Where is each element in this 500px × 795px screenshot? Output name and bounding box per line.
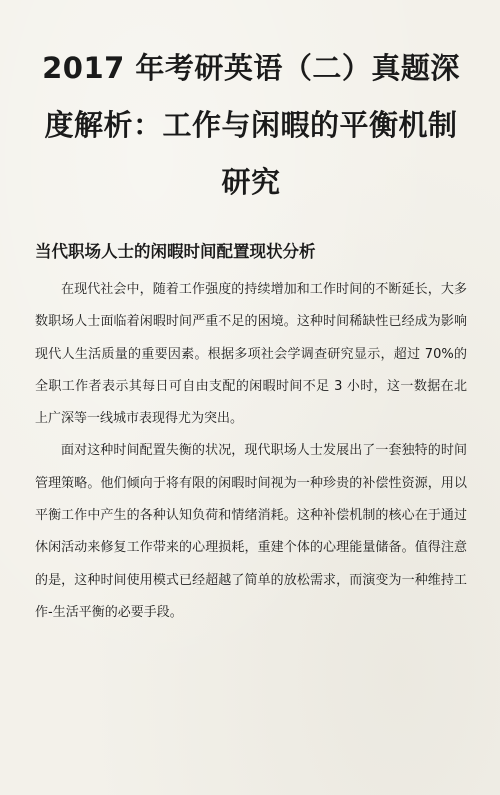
document-title: 2017 年考研英语（二）真题深度解析：工作与闲暇的平衡机制研究: [42, 51, 460, 199]
paragraph-2: 面对这种时间配置失衡的状况，现代职场人士发展出了一套独特的时间管理策略。他们倾向于将有限的闲暇时间视为一种珍贵的补偿性资源，用以平衡工作中产生的各种认知负荷和情绪消耗。这种补偿机制的核心在于通过休闲活动来修复工作带来的心理损耗，重建个体的心理能量储备。值得注意的是，这种时间使用模式已经超越了简单的放松需求，而演变为一种维持工作-生活平衡的必要手段。: [35, 443, 467, 620]
paragraph-1: 在现代社会中，随着工作强度的持续增加和工作时间的不断延长，大多数职场人士面临着闲暇时间严重不足的困境。这种时间稀缺性已经成为影响现代人生活质量的重要因素。根据多项社会学调查研究显示，超过 70%的全职工作者表示其每日可自由支配的闲暇时间不足 3 小时，这一数据在北上广深等一线城市表现得尤为突出。: [35, 282, 467, 427]
section-heading: 当代职场人士的闲暇时间配置现状分析: [35, 242, 316, 261]
